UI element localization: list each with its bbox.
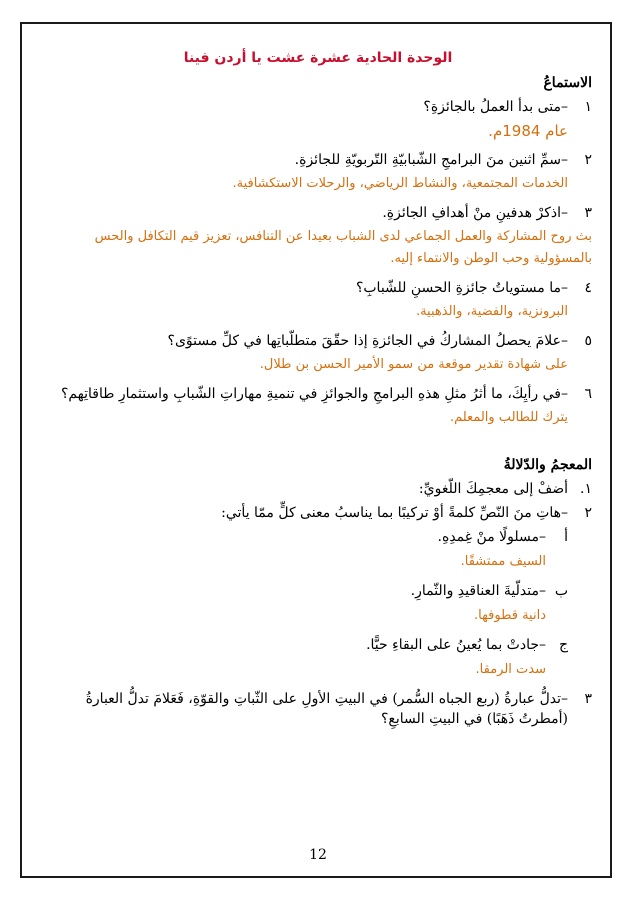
answer-text: بث روح المشاركة والعمل الجماعي لدى الشباب بعيدا عن التنافس، تعزيز قيم التكافل والحس بالمسؤولية وحب الوطن والانتماء إليه. bbox=[94, 229, 592, 266]
sub-letter: أ bbox=[564, 529, 568, 545]
sub-answer: سدت الرمقا. bbox=[475, 662, 546, 677]
sub-letter: ج bbox=[558, 637, 568, 653]
sub-text: –جادتْ بما يُعينُ على البقاءِ حيًّا. bbox=[366, 637, 546, 653]
question-number: ٥ bbox=[584, 333, 592, 349]
item-text: –هاتِ منَ النّصِّ كلمةً أوْ تركيبًا بما يناسبُ معنى كلٍّ ممّا يأتي: bbox=[221, 505, 568, 521]
listening-question-6 bbox=[44, 384, 592, 429]
question-text: –اذكرْ هدفينِ منْ أهدافِ الجائزةِ. bbox=[382, 205, 568, 221]
question-text: –ما مستوياتُ جائزةِ الحسنِ للشّبابِ؟ bbox=[355, 280, 568, 296]
lexicon-heading: المعجمُ والدّلالةُ bbox=[503, 457, 592, 473]
sub-letter: ب bbox=[554, 583, 568, 599]
question-number: ٢ bbox=[584, 152, 592, 168]
question-number: ٣ bbox=[584, 205, 592, 221]
sub-text: –متدلّيةَ العناقيدِ والثّمارِ. bbox=[410, 583, 546, 599]
unit-title: الوحدة الحادية عشرة عشت يا أردن فينا bbox=[183, 50, 453, 66]
item-number: ٣ bbox=[584, 691, 592, 707]
question-text: –علامَ يحصلُ المشاركُ في الجائزةِ إذا حقّقَ متطلّباتِها في كلِّ مستوًى؟ bbox=[167, 333, 568, 349]
answer-text: على شهادة تقدير موقعة من سمو الأمير الحسن بن طلال. bbox=[259, 357, 568, 372]
listening-question-3 bbox=[44, 203, 592, 270]
page-content bbox=[44, 50, 592, 729]
sub-item-c bbox=[44, 635, 568, 655]
answer-text: يترك للطالب والمعلم. bbox=[449, 410, 568, 425]
item-text: أضفْ إلى معجمِكَ اللّغويِّ: bbox=[418, 481, 568, 497]
question-number: ٦ bbox=[584, 386, 592, 402]
item-text: –تدلُّ عبارةُ (ربع الجباه السُّمر) في البيتِ الأولِ على الثّباتِ والقوّةِ، فَعَلامَ تدلُّ العبارةُ (أمطرتُ ذَهَبًا) في البيتِ السابعِ؟ bbox=[85, 691, 568, 727]
lexicon-item-1 bbox=[44, 479, 592, 499]
listening-question-2 bbox=[44, 150, 592, 195]
sub-text: –مسلولًا منْ غِمدِهِ. bbox=[437, 529, 546, 545]
listening-heading: الاستماعُ bbox=[543, 75, 592, 91]
answer-text: البرونزية، والفضية، والذهبية. bbox=[415, 304, 568, 319]
lexicon-item-2 bbox=[44, 503, 592, 681]
item-number: ١. bbox=[580, 481, 592, 497]
question-text: –في رأيِكَ، ما أثرُ مثلِ هذهِ البرامجِ والجوائزِ في تنميةِ مهاراتِ الشّبابِ واستثمارِ طاقاتِهم؟ bbox=[60, 386, 568, 402]
question-number: ٤ bbox=[584, 280, 592, 296]
sub-item-a bbox=[44, 527, 568, 547]
listening-question-1 bbox=[44, 97, 592, 142]
listening-question-5 bbox=[44, 331, 592, 376]
question-text: –سمِّ اثنين منَ البرامجِ الشّبابيّةِ التّربويّةِ للجائزةِ. bbox=[294, 152, 568, 168]
question-number: ١ bbox=[584, 99, 592, 115]
lexicon-item-3 bbox=[44, 689, 592, 729]
sub-answer: دانية قطوفها. bbox=[474, 608, 546, 623]
question-text: –متى بدأ العملُ بالجائزةِ؟ bbox=[423, 99, 568, 115]
page-number: 12 bbox=[309, 847, 327, 863]
sub-answer: السيف ممتشقًا. bbox=[460, 554, 546, 569]
sub-item-b bbox=[44, 581, 568, 601]
answer-text: عام 1984م. bbox=[488, 122, 568, 140]
answer-text: الخدمات المجتمعية، والنشاط الرياضي، والرحلات الاستكشافية. bbox=[232, 176, 568, 191]
item-number: ٢ bbox=[584, 505, 592, 521]
listening-question-4 bbox=[44, 278, 592, 323]
